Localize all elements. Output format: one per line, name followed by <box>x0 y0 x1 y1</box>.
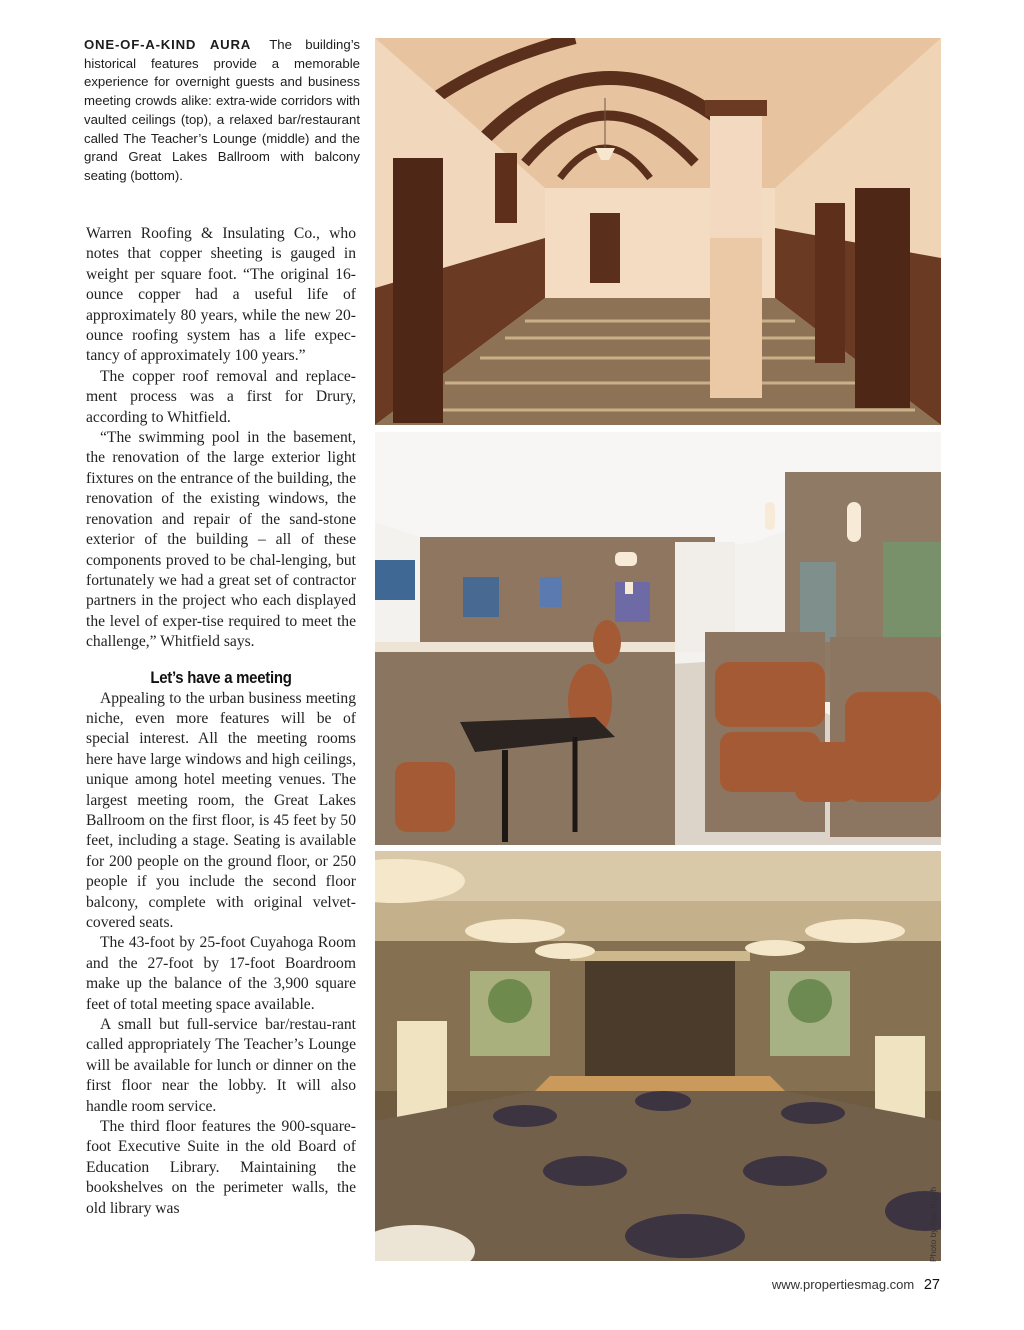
corridor-illustration <box>375 38 941 425</box>
page-number: 27 <box>923 1277 940 1293</box>
article-paragraph: A small but full-service bar/restau-rant called appropriately The Teacher’s Lounge will be available for lunch or dinner on the first floor near the lobby. It will also handle room service. <box>86 1016 356 1115</box>
photo-caption <box>84 36 360 186</box>
ballroom-photo <box>375 851 941 1261</box>
page-footer <box>772 1277 940 1293</box>
corridor-photo <box>375 38 941 425</box>
section-subhead: Let’s have a meeting <box>150 667 292 687</box>
article-paragraph: Warren Roofing & Insulating Co., who notes that copper sheeting is gauged in weight per square foot. “The original 16-ounce copper had a useful life of approximately 80 years, while the new 20-ounce roofing system has a life expec-tancy of approximately 100 years.” <box>86 225 356 365</box>
caption-lead: ONE-OF-A-KIND AURA <box>84 37 252 52</box>
article-paragraph: The third floor features the 900-square-foot Executive Suite in the old Board of Education Library. Maintaining the bookshelves on the perimeter walls, the old library was <box>86 1118 356 1217</box>
article-paragraph: Appealing to the urban business meeting niche, even more features will be of special interest. All the meeting rooms here have large windows and high ceilings, unique among hotel meeting venues. The largest meeting room, the Great Lakes Ballroom on the first floor, is 45 feet by 50 feet, including a stage. Seating is available for 200 people on the ground floor, or 250 people if you include the second floor balcony, complete with original velvet-covered seats. <box>86 689 356 931</box>
footer-url[interactable]: www.propertiesmag.com <box>771 1277 915 1292</box>
article-column <box>86 224 356 1219</box>
caption-text: The building’s historical features provide a memorable experience for overnight guests and business meeting crowds alike: extra-wide corridors with vaulted ceilings (top), a relaxed bar/restaurant called The Teacher’s Lounge (middle) and the grand Great Lakes Ballroom with balcony seating (bottom). <box>84 37 360 183</box>
article-paragraph: “The swimming pool in the basement, the renovation of the large exterior light fixtures on the entrance of the building, the renovation of the existing windows, the renovation and repair of the sand-stone exterior of the building – all of these components proved to be chal-lenging, but fortunately we had a great set of contractor partners in the project who each displayed the level of exper-tise required to meet the challenge,” Whitfield says. <box>86 429 356 651</box>
ballroom-illustration <box>375 851 941 1261</box>
lounge-illustration <box>375 432 941 845</box>
lounge-photo <box>375 432 941 845</box>
photo-credit: Photo by Ken Krych <box>928 1186 938 1262</box>
article-paragraph: The copper roof removal and replace-ment process was a first for Drury, according to Whitfield. <box>86 367 356 426</box>
article-paragraph: The 43-foot by 25-foot Cuyahoga Room and the 27-foot by 17-foot Boardroom make up the balance of the 3,900 square feet of total meeting space available. <box>86 934 356 1013</box>
